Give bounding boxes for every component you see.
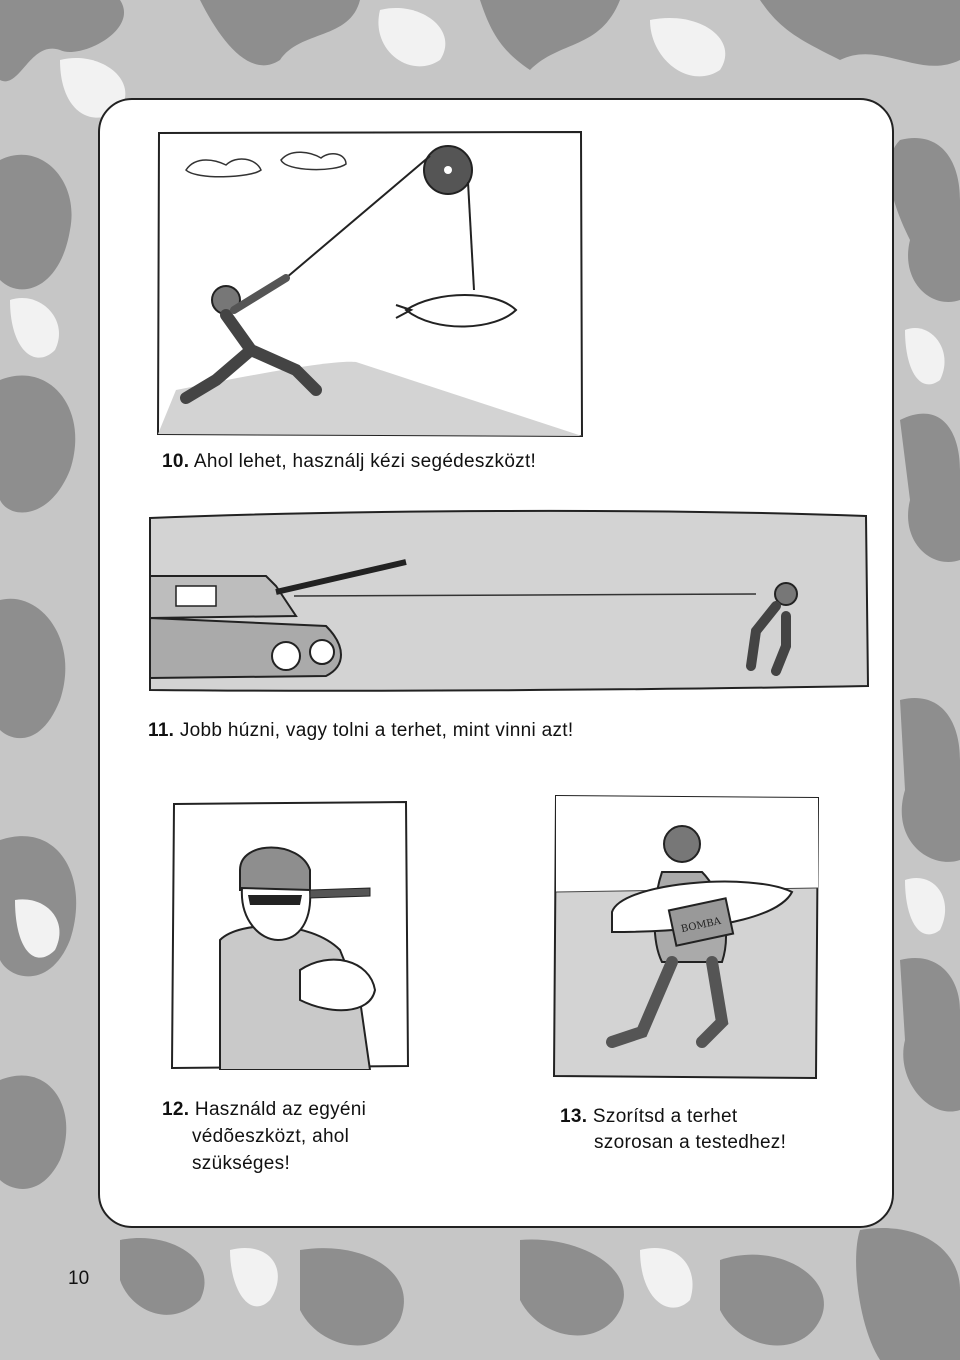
illustration-tank (146, 506, 870, 696)
caption-13 (560, 1104, 786, 1156)
caption-number: 12. (162, 1099, 190, 1120)
caption-line: Használd az egyéni (194, 1099, 367, 1120)
page-number: 10 (68, 1268, 90, 1289)
caption-text: Jobb húzni, vagy tolni a terhet, mint vinni azt! (179, 720, 574, 741)
caption-line: szorosan a testedhez! (594, 1132, 787, 1153)
caption-line: szükséges! (192, 1153, 291, 1174)
caption-12 (162, 1096, 366, 1177)
illustration-soldier-carrying (552, 792, 820, 1082)
illustration-pulley (156, 130, 584, 438)
illustration-soldier-gloves (170, 800, 410, 1070)
caption-text: Ahol lehet, használj kézi segédeszközt! (193, 451, 537, 472)
caption-number: 11. (148, 720, 175, 741)
caption-line: védõeszközt, ahol (192, 1126, 350, 1147)
caption-number: 10. (162, 451, 190, 472)
caption-10 (162, 450, 536, 474)
caption-11 (148, 719, 573, 743)
crate-label: BOMBA (680, 915, 722, 936)
caption-number: 13. (560, 1106, 588, 1127)
caption-line: Szorítsd a terhet (592, 1106, 738, 1127)
